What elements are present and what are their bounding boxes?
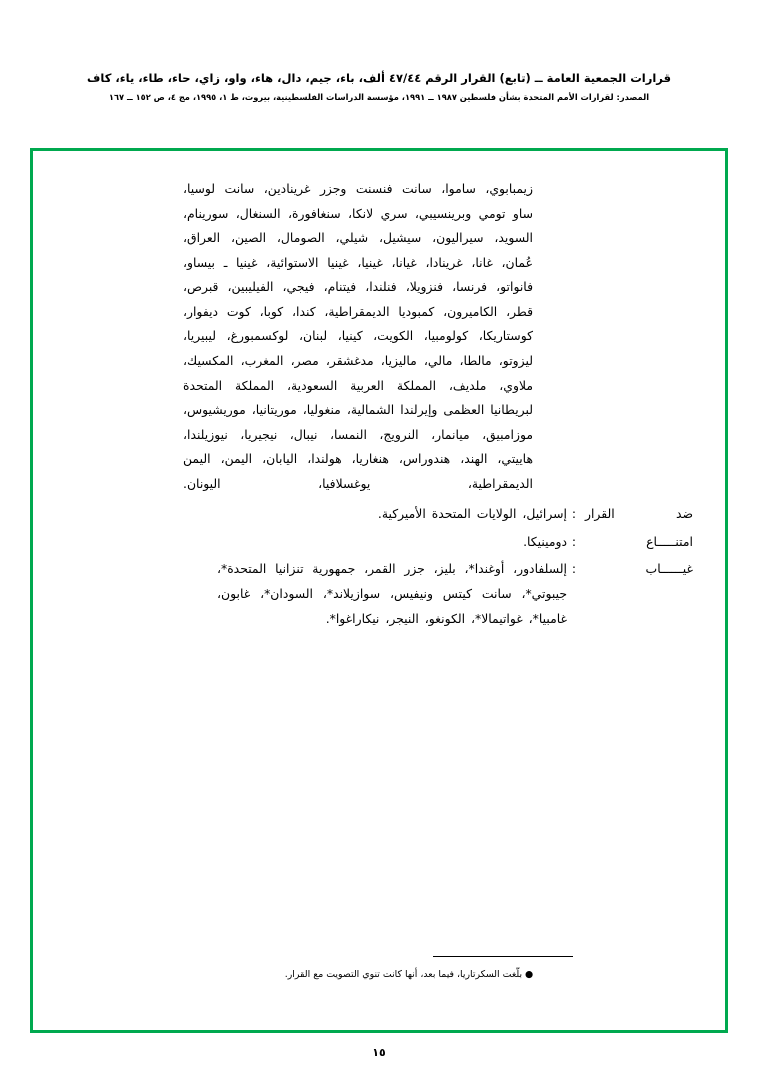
footnote-divider	[433, 956, 573, 957]
page-number: ١٥	[372, 1046, 386, 1059]
content-frame	[30, 148, 728, 1033]
source-line: المصدر: لقرارات الأمم المتحدة بشأن فلسطين ١٩٨٧ ــ ١٩٩١، مؤسسة الدراسات الفلسطينية، بيروت، ط ١، ١٩٩٥، مج ٤، ص ١٥٢ ــ ١٦٧	[108, 92, 650, 103]
vote-label: ضد القرار	[585, 506, 693, 522]
document-body	[65, 177, 693, 634]
vote-row	[65, 557, 693, 631]
page-header	[0, 70, 758, 104]
vote-row	[65, 530, 693, 555]
vote-label: غيــــــاب	[645, 561, 693, 577]
vote-value: دومينيكا.	[523, 533, 567, 549]
countries-paragraph: زيمبابوي، ساموا، سانت فنسنت وجزر غرينادين، سانت لوسيا، ساو تومي وبرينسيبي، سري لانكا، سنغافورة، السنغال، سورينام، السويد، سيراليون، سيشيل، شيلي، الصومال، الصين، العراق، عُمان، غانا، غرينادا، غيانا، غينيا، غينيا الاستوائية، غينيا ـ بيساو، فانواتو، فرنسا، فنزويلا، فنلندا، فيتنام، فيجي، الفيليبين، قبرص، قطر، الكاميرون، كمبوديا الديمقراطية، كندا، كوبا، كوت ديفوار، كوستاريكا، كولومبيا، الكويت، كينيا، لبنان، لوكسمبورغ، ليبيريا، ليزوتو، مالطا، مالي، ماليزيا، مدغشقر، مصر، المغرب، المكسيك، ملاوي، ملديف، المملكة العربية السعودية، المملكة المتحدة لبريطانيا العظمى وإيرلندا الشمالية، منغوليا، موريتانيا، موريشيوس، موزامبيق، ميانمار، النرويج، النمسا، نيبال، نيجيريا، نيوزيلندا، هاييتي، الهند، هندوراس، هنغاريا، هولندا، اليابان، اليمن، اليمن الديمقراطية، يوغسلافيا، اليونان.	[183, 181, 533, 491]
vote-colon: :	[571, 533, 577, 549]
vote-value: إلسلفادور، أوغندا*، بليز، جزر القمر، جمهورية تنزانيا المتحدة*، جيبوتي*، سانت كيتس ونيفيس، سوازيلاند*، السودان*، غابون، غامبيا*، غواتيمالا*، الكونغو، النيجر، نيكاراغوا*.	[217, 561, 567, 626]
vote-label: امتنـــــاع	[646, 533, 693, 549]
footnote-text: ● بلّغت السكرتاريا، فيما بعد، أنها كانت تنوي التصويت مع القرار.	[284, 968, 534, 980]
vote-value: إسرائيل، الولايات المتحدة الأميركية.	[377, 506, 567, 522]
vote-colon: :	[571, 561, 577, 577]
page-title: قرارات الجمعية العامة ــ (تابع) القرار الرقم ٤٧/٤٤ ألف، باء، جيم، دال، هاء، واو، زاي، حاء، طاء، ياء، كاف	[87, 71, 671, 85]
vote-results	[65, 502, 693, 631]
footnote-section	[65, 956, 693, 982]
vote-colon: :	[571, 506, 577, 522]
vote-row	[65, 502, 693, 527]
